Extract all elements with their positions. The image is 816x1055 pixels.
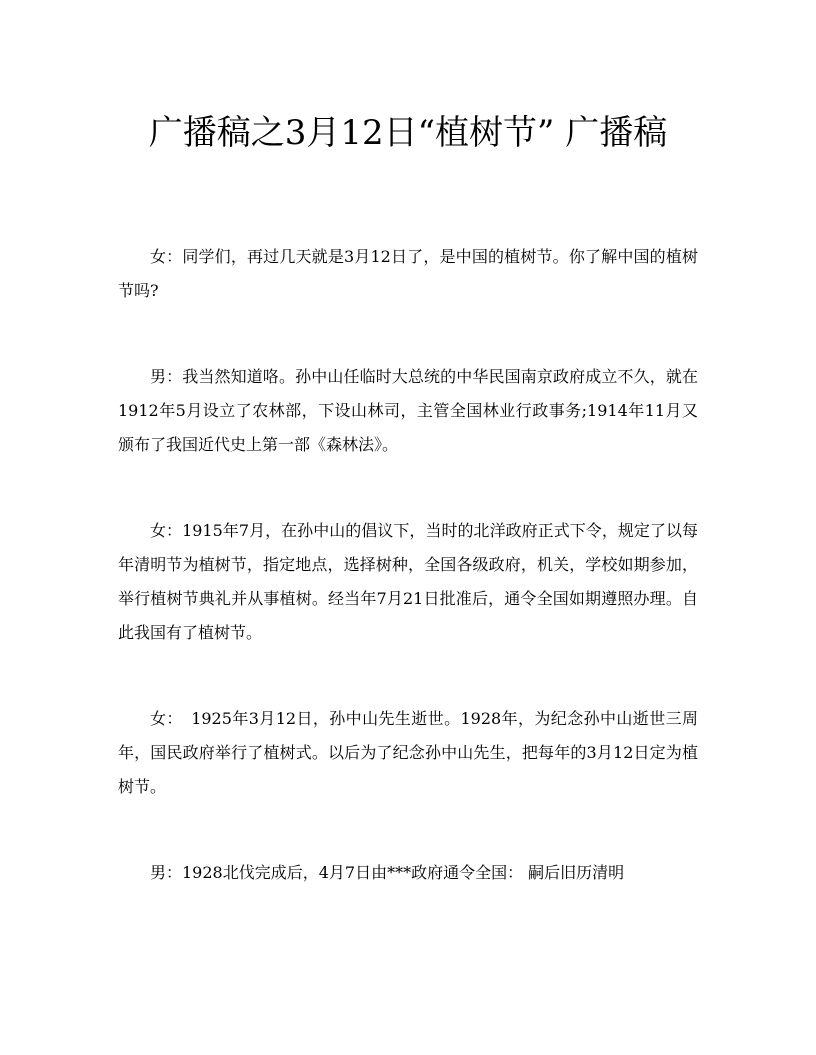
document-title: 广播稿之3月12日“植树节” 广播稿 — [148, 113, 668, 153]
paragraph: 男：1928北伐完成后，4月7日由***政府通令全国： 嗣后旧历清明 — [150, 863, 625, 882]
paragraph: 女： 1925年3月12日，孙中山先生逝世。1928年，为纪念孙中山逝世三周年，国民政府举行了植树式。以后为了纪念孙中山先生，把每年的3月12日定为植树节。 — [118, 709, 698, 796]
paragraph: 女：1915年7月，在孙中山的倡议下，当时的北洋政府正式下令，规定了以每年清明节为植树节，指定地点，选择树种，全国各级政府，机关，学校如期参加，举行植树节典礼并从事植树。经当年7月21日批准后，通令全国如期遵照办理。自此我国有了植树节。 — [118, 521, 698, 642]
paragraph: 女：同学们，再过几天就是3月12日了，是中国的植树节。你了解中国的植树节吗? — [118, 247, 698, 300]
paragraph: 男：我当然知道咯。孙中山任临时大总统的中华民国南京政府成立不久，就在1912年5月设立了农林部，下设山林司，主管全国林业行政事务;1914年11月又颁布了我国近代史上第一部《森林法》。 — [118, 367, 698, 454]
document-body — [118, 240, 698, 942]
